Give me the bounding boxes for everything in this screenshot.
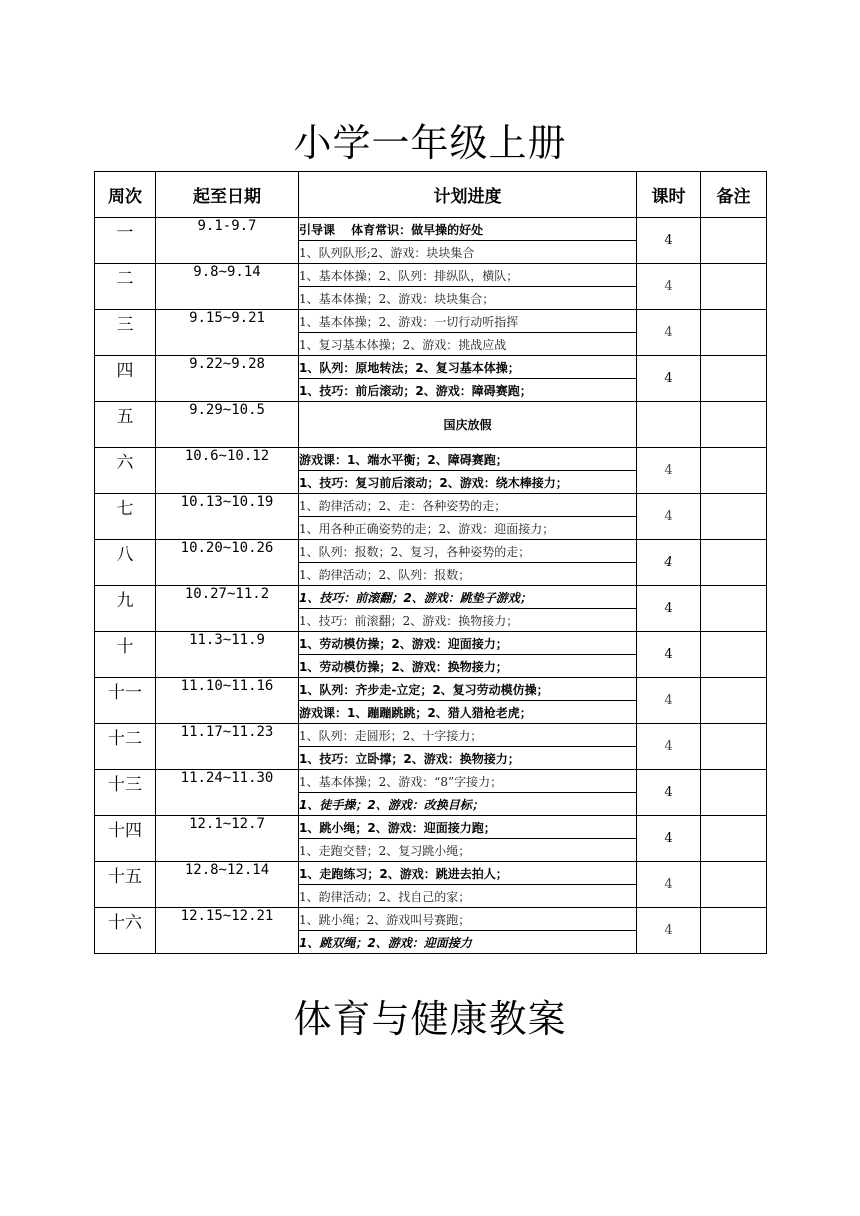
hours-cell: 4	[637, 540, 701, 586]
date-cell: 12.8~12.14	[156, 862, 299, 908]
date-cell: 9.1-9.7	[156, 218, 299, 264]
plan-line: 1、技巧：立卧撑；2、游戏：换物接力；	[299, 747, 637, 770]
week-cell: 二	[95, 264, 156, 310]
notes-cell	[701, 540, 767, 586]
table-row	[95, 908, 767, 931]
week-cell: 三	[95, 310, 156, 356]
plan-line: 1、徒手操；2、游戏：改换目标；	[299, 793, 637, 816]
holiday-cell: 国庆放假	[299, 402, 637, 448]
plan-line: 1、技巧：前滚翻；2、游戏：跳垫子游戏；	[299, 586, 637, 609]
week-cell: 四	[95, 356, 156, 402]
notes-cell	[701, 770, 767, 816]
date-cell: 9.22~9.28	[156, 356, 299, 402]
hours-cell: 4	[637, 448, 701, 494]
plan-line: 1、韵律活动；2、找自己的家；	[299, 885, 637, 908]
page-title: 小学一年级上册	[293, 121, 567, 165]
table-row	[95, 678, 767, 701]
plan-line: 1、队列：原地转法；2、复习基本体操；	[299, 356, 637, 379]
hours-cell: 4	[637, 770, 701, 816]
plan-line: 1、队列队形;2、游戏：块块集合	[299, 241, 637, 264]
document-subtitle: 体育与健康教案	[293, 997, 567, 1041]
plan-line: 1、技巧：复习前后滚动；2、游戏：绕木棒接力；	[299, 471, 637, 494]
hours-cell: 4	[637, 724, 701, 770]
notes-cell	[701, 724, 767, 770]
hours-cell: 4	[637, 908, 701, 954]
week-cell: 十五	[95, 862, 156, 908]
date-cell: 9.8~9.14	[156, 264, 299, 310]
date-cell: 12.15~12.21	[156, 908, 299, 954]
table-row	[95, 356, 767, 379]
date-cell: 11.3~11.9	[156, 632, 299, 678]
date-cell: 9.29~10.5	[156, 402, 299, 448]
notes-cell	[701, 494, 767, 540]
plan-line: 1、基本体操；2、队列：排纵队，横队；	[299, 264, 637, 287]
hours-cell: 4	[637, 218, 701, 264]
plan-line: 1、韵律活动；2、队列：报数；	[299, 563, 637, 586]
week-cell: 十二	[95, 724, 156, 770]
table-row	[95, 816, 767, 839]
hours-cell: 4	[637, 356, 701, 402]
plan-line: 游戏课：1、端水平衡；2、障碍赛跑；	[299, 448, 637, 471]
hours-cell: 4	[637, 586, 701, 632]
notes-cell	[701, 862, 767, 908]
hours-cell: 4	[637, 862, 701, 908]
hours-cell: 4	[637, 632, 701, 678]
table-row	[95, 862, 767, 885]
notes-cell	[701, 586, 767, 632]
notes-cell	[701, 402, 767, 448]
week-cell: 十六	[95, 908, 156, 954]
header-week: 周次	[95, 172, 156, 218]
plan-line: 1、基本体操；2、游戏：“8”字接力；	[299, 770, 637, 793]
plan-line: 引导课 体育常识：做早操的好处	[299, 218, 637, 241]
week-cell: 十一	[95, 678, 156, 724]
table-row	[95, 770, 767, 793]
table-header-row	[95, 172, 767, 218]
plan-line: 1、走跑练习；2、游戏：跳进去拍人；	[299, 862, 637, 885]
header-plan: 计划进度	[299, 172, 637, 218]
plan-line: 1、走跑交替；2、复习跳小绳；	[299, 839, 637, 862]
table-row	[95, 724, 767, 747]
plan-line: 1、复习基本体操；2、游戏：挑战应战	[299, 333, 637, 356]
hours-cell: 4	[637, 494, 701, 540]
table-row	[95, 310, 767, 333]
table-row	[95, 402, 767, 448]
plan-line: 1、技巧：前后滚动；2、游戏：障碍赛跑；	[299, 379, 637, 402]
plan-line: 1、劳动模仿操；2、游戏：迎面接力；	[299, 632, 637, 655]
table-row	[95, 540, 767, 563]
plan-line: 1、技巧：前滚翻；2、游戏：换物接力；	[299, 609, 637, 632]
week-cell: 十	[95, 632, 156, 678]
plan-line: 1、用各种正确姿势的走；2、游戏：迎面接力；	[299, 517, 637, 540]
week-cell: 八	[95, 540, 156, 586]
table-row	[95, 494, 767, 517]
week-cell: 六	[95, 448, 156, 494]
plan-line: 游戏课：1、蹦蹦跳跳；2、猎人猎枪老虎；	[299, 701, 637, 724]
hours-cell: 4	[637, 310, 701, 356]
date-cell: 10.20~10.26	[156, 540, 299, 586]
date-cell: 10.13~10.19	[156, 494, 299, 540]
notes-cell	[701, 448, 767, 494]
teaching-plan-table	[94, 171, 767, 954]
date-cell: 11.10~11.16	[156, 678, 299, 724]
hours-cell: 4	[637, 816, 701, 862]
date-cell: 12.1~12.7	[156, 816, 299, 862]
table-row	[95, 586, 767, 609]
plan-line: 1、队列：报数；2、复习，各种姿势的走；	[299, 540, 637, 563]
header-dates: 起至日期	[156, 172, 299, 218]
header-notes: 备注	[701, 172, 767, 218]
date-cell: 10.27~11.2	[156, 586, 299, 632]
table-row	[95, 264, 767, 287]
date-cell: 11.24~11.30	[156, 770, 299, 816]
plan-line: 1、韵律活动；2、走：各种姿势的走；	[299, 494, 637, 517]
notes-cell	[701, 310, 767, 356]
plan-line: 1、跳小绳；2、游戏叫号赛跑；	[299, 908, 637, 931]
notes-cell	[701, 678, 767, 724]
hours-cell	[637, 402, 701, 448]
table-row	[95, 448, 767, 471]
header-hours: 课时	[637, 172, 701, 218]
week-cell: 十三	[95, 770, 156, 816]
plan-line: 1、劳动模仿操；2、游戏：换物接力；	[299, 655, 637, 678]
date-cell: 10.6~10.12	[156, 448, 299, 494]
week-cell: 一	[95, 218, 156, 264]
plan-line: 1、跳双绳；2、游戏：迎面接力	[299, 931, 637, 954]
week-cell: 十四	[95, 816, 156, 862]
date-cell: 11.17~11.23	[156, 724, 299, 770]
week-cell: 九	[95, 586, 156, 632]
notes-cell	[701, 816, 767, 862]
notes-cell	[701, 356, 767, 402]
hours-cell: 4	[637, 678, 701, 724]
plan-line: 1、队列：走圆形；2、十字接力；	[299, 724, 637, 747]
date-cell: 9.15~9.21	[156, 310, 299, 356]
plan-line: 1、基本体操；2、游戏：一切行动听指挥	[299, 310, 637, 333]
notes-cell	[701, 632, 767, 678]
week-cell: 五	[95, 402, 156, 448]
notes-cell	[701, 264, 767, 310]
notes-cell	[701, 908, 767, 954]
notes-cell	[701, 218, 767, 264]
hours-cell: 4	[637, 264, 701, 310]
plan-line: 1、跳小绳；2、游戏：迎面接力跑；	[299, 816, 637, 839]
plan-line: 1、队列：齐步走-立定；2、复习劳动模仿操；	[299, 678, 637, 701]
week-cell: 七	[95, 494, 156, 540]
table-row	[95, 632, 767, 655]
table-row	[95, 218, 767, 241]
plan-line: 1、基本体操；2、游戏：块块集合；	[299, 287, 637, 310]
